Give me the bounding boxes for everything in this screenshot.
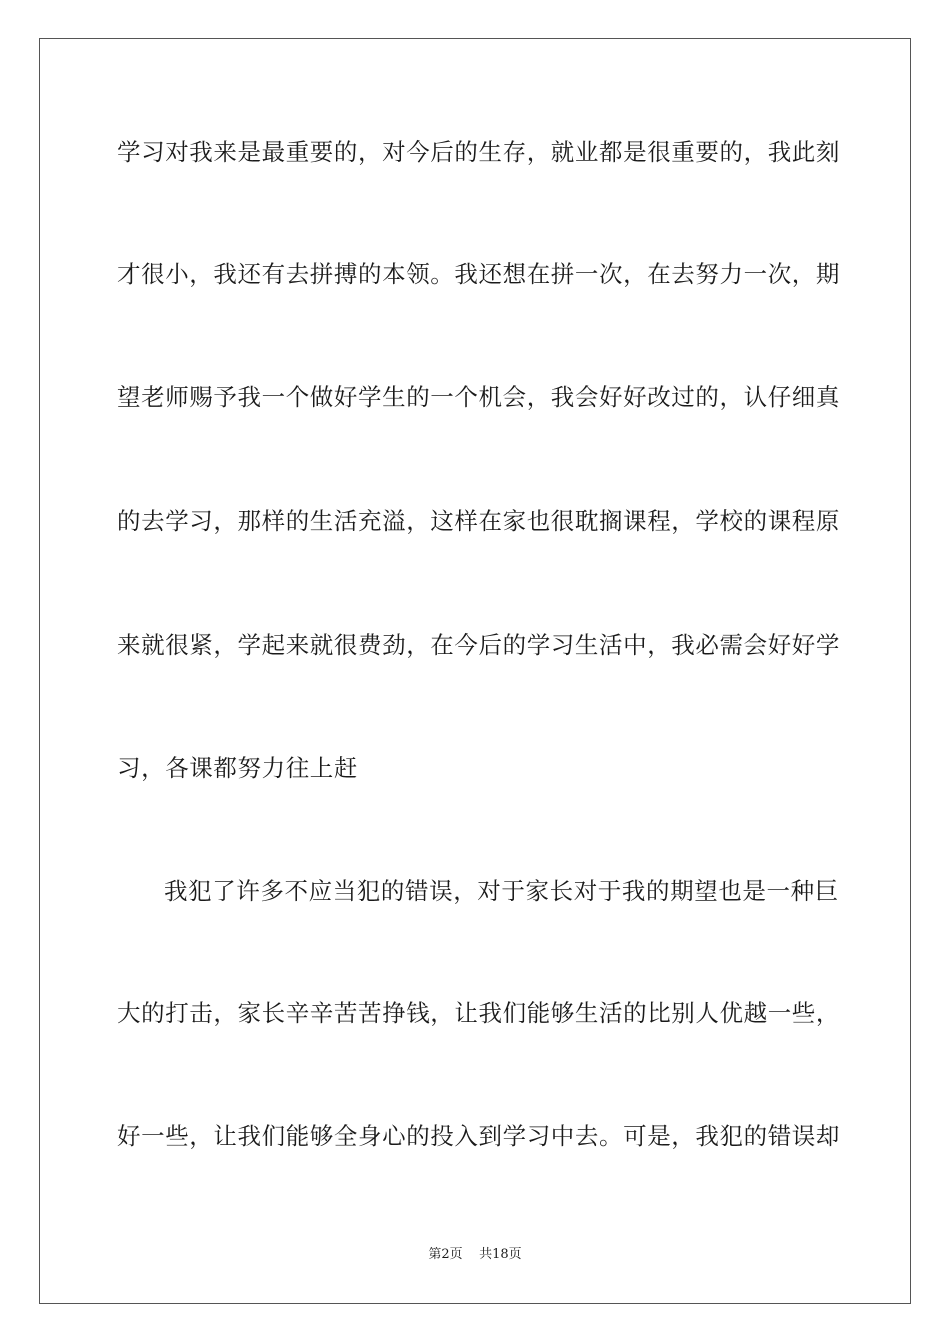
body-line-2: 才很小，我还有去拼搏的本领。我还想在拼一次，在去努力一次，期 <box>117 260 840 288</box>
page-number-footer: 第2页 共18页 <box>428 1247 522 1262</box>
body-line-9: 好一些，让我们能够全身心的投入到学习中去。可是，我犯的错误却 <box>117 1122 840 1150</box>
page-border <box>39 38 911 1304</box>
body-line-5: 来就很紧，学起来就很费劲，在今后的学习生活中，我必需会好好学 <box>117 631 840 659</box>
body-line-8: 大的打击，家长辛辛苦苦挣钱，让我们能够生活的比别人优越一些， <box>117 999 840 1027</box>
body-line-6: 习，各课都努力往上赶 <box>117 754 358 782</box>
body-line-7: 我犯了许多不应当犯的错误，对于家长对于我的期望也是一种巨 <box>164 877 839 905</box>
body-line-4: 的去学习，那样的生活充溢，这样在家也很耽搁课程，学校的课程原 <box>117 507 840 535</box>
body-line-1: 学习对我来是最重要的，对今后的生存，就业都是很重要的，我此刻 <box>117 138 840 166</box>
body-line-3: 望老师赐予我一个做好学生的一个机会，我会好好改过的，认仔细真 <box>117 383 840 411</box>
